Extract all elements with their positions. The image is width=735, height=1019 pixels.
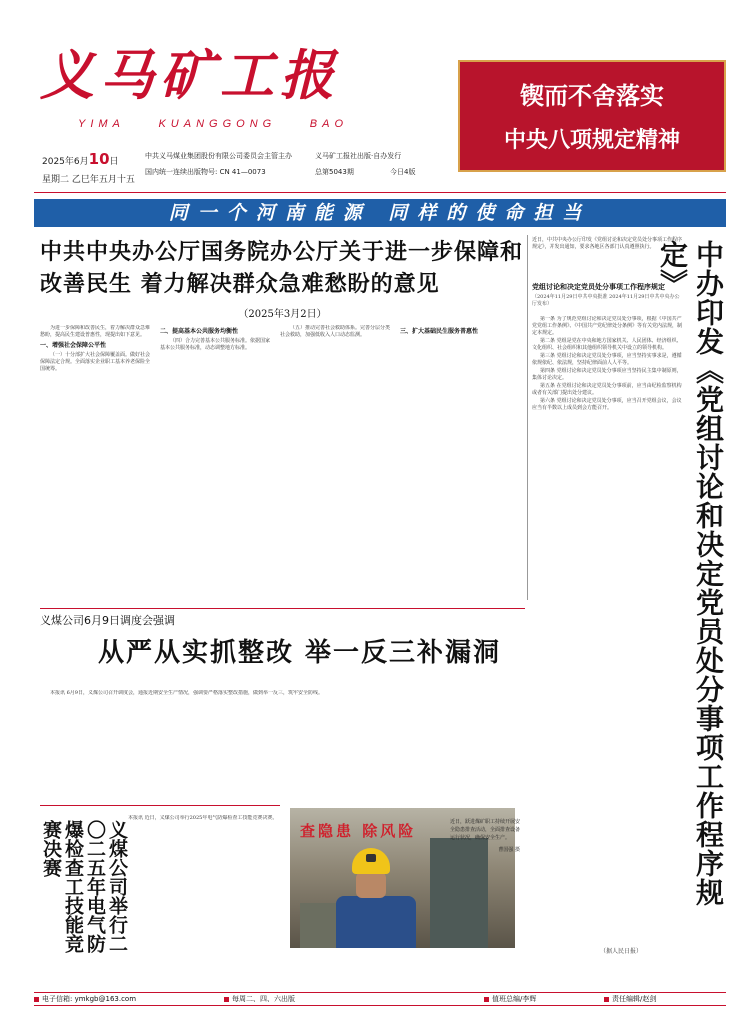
- pinyin-3: BAO: [309, 118, 348, 130]
- caption-text: 近日，跃进煤矿职工持续开展安全隐患排查活动，全面排查设备运行状况，确保安全生产。: [450, 819, 521, 841]
- article-4: 第四条 党组讨论和决定党员处分事项应当坚持民主集中制原则，集体讨论决定。: [532, 368, 682, 381]
- masthead-divider: [34, 192, 726, 193]
- article-1: 第一条 为了规范党组讨论和决定党员处分事项，根据《中国共产党党组工作条例》、《中国共产党纪律处分条例》等有关党内法规，制定本规定。: [532, 316, 682, 336]
- promo-line-2: 中央八项规定精神: [503, 128, 680, 153]
- date-month: 2025年6月: [42, 157, 89, 167]
- lead-subhead-2: 二、提高基本公共服务均衡性: [160, 328, 239, 335]
- second-headline: 从严从实抓整改 举一反三补漏洞: [98, 638, 502, 668]
- serial-number: 国内统一连续出版物号: CN 41—0073: [145, 168, 266, 176]
- bullet-icon: [484, 997, 489, 1002]
- article-5: 第五条 在党组讨论和决定党员处分事项前，应当由纪检监察机构或者有关部门提出处分建议。: [532, 383, 682, 396]
- regulation-meta: （2024年11月29日中共中央批准 2024年11月29日中共中央办公厅发布）: [532, 294, 680, 307]
- worker-face: [356, 872, 386, 898]
- photo-caption: [450, 818, 520, 854]
- second-body: [40, 690, 520, 800]
- logo-pinyin: [78, 118, 348, 130]
- regulation-source: （据人民日报）: [600, 948, 643, 955]
- footer-chief-editor: 值班总编/李辉: [492, 995, 537, 1003]
- lead-subhead-1: 一、增强社会保障公平性: [40, 342, 107, 349]
- equipment-shape: [300, 903, 340, 948]
- headlamp-icon: [366, 854, 376, 862]
- slogan-band: 同一个河南能源 同样的使命担当: [34, 199, 726, 227]
- lunar-date: 星期二 乙巳年五月十五: [42, 175, 135, 185]
- pinyin-2: KUANGGONG: [158, 118, 277, 130]
- lead-column-1: [40, 325, 152, 600]
- promo-line-1: 锲而不舍落实: [520, 82, 664, 110]
- lead-column-3: [280, 325, 392, 600]
- vertical-headline: 中办印发《党组讨论和决定党员处分事项工作程序规定》: [656, 240, 725, 907]
- third-paragraph: 本报讯 近日，义煤公司举行2025年电气防爆检查工技能竞赛决赛。: [128, 815, 278, 821]
- article-3: 第三条 党组讨论和决定党员处分事项，应当坚持实事求是，遵循依规依纪、依法规，坚持纪律面前人人平等。: [532, 353, 682, 366]
- bullet-icon: [604, 997, 609, 1002]
- lead-paragraph-2: （一）十分部扩大社会保障覆盖面。做好社会保障法定合规。全面落实企业职工基本养老保险全国统筹。: [40, 352, 151, 372]
- date-day: 10: [88, 150, 110, 168]
- second-kicker: 义煤公司6月9日调度会强调: [40, 614, 175, 627]
- lead-paragraph-4: （五）推动完善社会救助体系。完善分层分类社会救助，加强低收入人口动态监测。: [280, 325, 391, 338]
- bullet-icon: [34, 997, 39, 1002]
- bullet-icon: [224, 997, 229, 1002]
- article-6: 第六条 党组讨论和决定党员处分事项，应当召开党组会议，会议应当有半数以上成员到会方能召开。: [532, 398, 682, 411]
- regulation-title: 党组讨论和决定党员处分事项工作程序规定: [532, 283, 665, 291]
- publication-info: [145, 148, 460, 180]
- lead-headline: 中共中央办公厅国务院办公厅关于进一步保障和改善民生 着力解决群众急难愁盼的意见: [40, 240, 524, 297]
- lead-subhead-3: 三、扩大基础民生服务普惠性: [400, 328, 479, 335]
- dateline: [42, 150, 135, 185]
- footer-section-editor: 责任编辑/赵剑: [612, 995, 657, 1003]
- page-count: 今日4版: [390, 168, 416, 176]
- footer-bar: [34, 992, 726, 1006]
- photo-credit: 曹国强 摄: [498, 847, 520, 853]
- footer-email: 电子信箱: ymkgb@163.com: [42, 995, 137, 1003]
- third-divider: [40, 805, 280, 806]
- third-body: [118, 815, 283, 945]
- pinyin-1: YIMA: [78, 118, 125, 130]
- second-paragraph: 本报讯 6月9日，义煤公司召开调度会，通报近期安全生产情况，强调要严格落实整改措施，做到举一反三，筑牢安全防线。: [50, 690, 323, 696]
- photo-banner: 查隐患 除风险: [300, 822, 417, 840]
- date-suffix: 日: [109, 157, 119, 167]
- lead-paragraph-3: （四）合力完善基本公共服务标准。依据国家基本公共服务标准，动态调整地方标准。: [160, 338, 271, 351]
- footer-schedule: 每周二、四、六出版: [232, 995, 295, 1003]
- worker-body: [336, 896, 416, 948]
- machine-shape: [430, 838, 488, 948]
- lead-column-4: [400, 325, 520, 600]
- edition-info: 义马矿工报社出版·自办发行: [315, 152, 402, 160]
- promo-banner: [458, 60, 726, 172]
- right-intro: 近日，中共中央办公厅印发《党组讨论和决定党员处分事项工作程序规定》，并发出通知，要求各地区各部门认真遵照执行。: [532, 237, 683, 250]
- article-2: 第二条 党组是党在中央和地方国家机关、人民团体、经济组织、文化组织、社会组织和其他组织领导机关中设立的领导机构。: [532, 338, 682, 351]
- issue-number: 总第5043期: [315, 168, 354, 176]
- regulation-body: [532, 316, 682, 946]
- third-headline: 义煤公司举行二〇二五年电气防爆检查工技能竞赛决赛: [40, 820, 128, 953]
- lead-date: （2025年3月2日）: [238, 309, 327, 320]
- lead-column-2: [160, 325, 272, 600]
- section-divider: [40, 608, 525, 609]
- newspaper-logo: 义马矿工报: [40, 43, 340, 107]
- lead-paragraph-1: 为进一步保障和改善民生，着力解决群众急难愁盼，提高民生建设普惠性，现提出如下意见。: [40, 325, 151, 338]
- publisher-info: 中共义马煤业集团股份有限公司委员会主管主办: [145, 152, 292, 160]
- column-divider: [527, 235, 528, 600]
